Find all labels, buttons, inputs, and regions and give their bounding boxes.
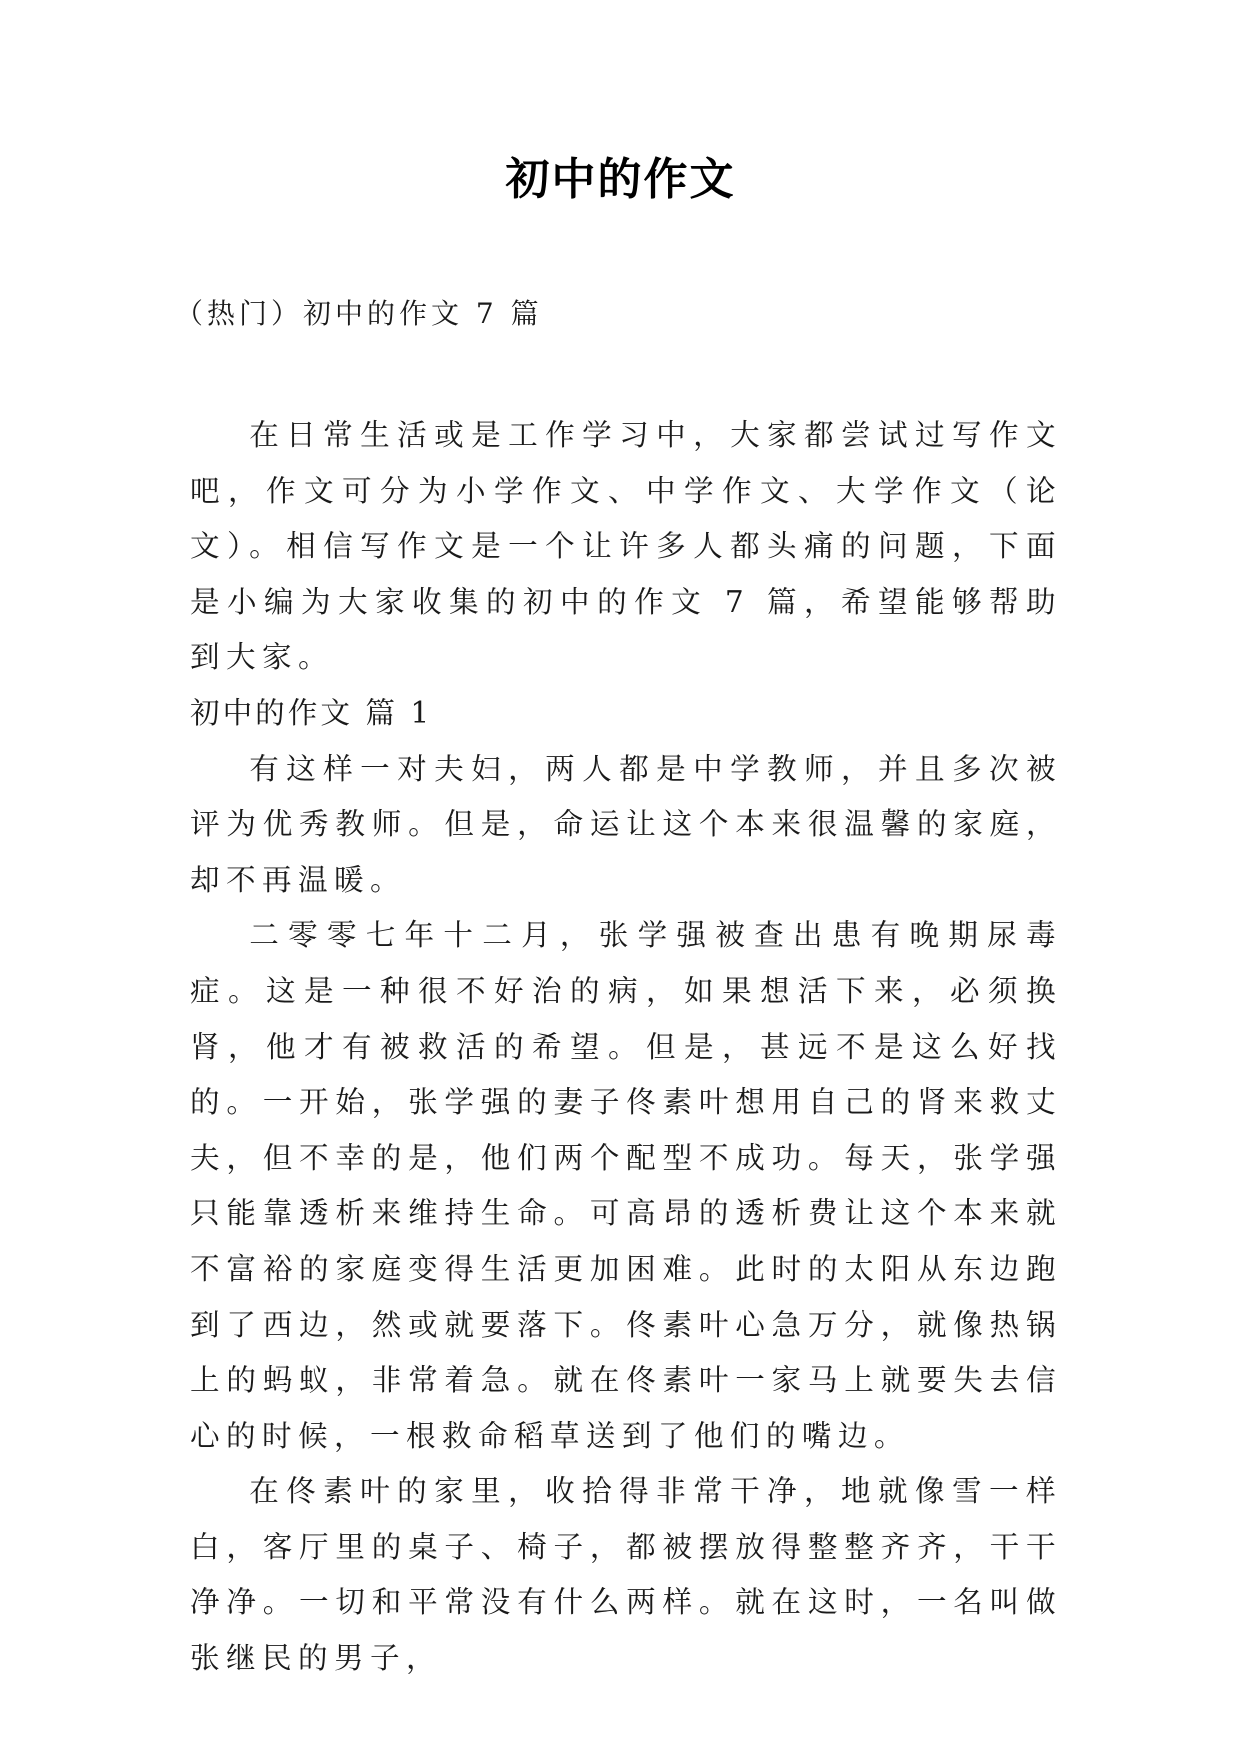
document-title: 初中的作文 (505, 154, 736, 205)
paragraph-intro: 在日常生活或是工作学习中，大家都尝试过写作文吧，作文可分为小学作文、中学作文、大学作文（论文）。相信写作文是一个让许多人都头痛的问题，下面是小编为大家收集的初中的作文 7 篇，希望能够帮助到大家。 (190, 418, 1062, 675)
paragraph: 二零零七年十二月，张学强被查出患有晚期尿毒症。这是一种很不好治的病，如果想活下来，必须换肾，他才有被救活的希望。但是，甚远不是这么好找的。一开始，张学强的妻子佟素叶想用自己的肾来救丈夫，但不幸的是，他们两个配型不成功。每天，张学强只能靠透析来维持生命。可高昂的透析费让这个本来就不富裕的家庭变得生活更加困难。此时的太阳从东边跑到了西边，然或就要落下。佟素叶心急万分，就像热锅上的蚂蚁，非常着急。就在佟素叶一家马上就要失去信心的时候，一根救命稻草送到了他们的嘴边。 (190, 918, 1062, 1453)
section-heading: 初中的作文 篇 1 (190, 695, 433, 730)
document-body (190, 408, 1062, 1687)
paragraph: 在佟素叶的家里，收拾得非常干净，地就像雪一样白，客厅里的桌子、椅子，都被摆放得整整齐齐，干干净净。一切和平常没有什么两样。就在这时，一名叫做张继民的男子， (190, 1474, 1062, 1676)
paragraph: 有这样一对夫妇，两人都是中学教师，并且多次被评为优秀教师。但是，命运让这个本来很温馨的家庭，却不再温暖。 (190, 751, 1062, 897)
document-subtitle: （热门）初中的作文 7 篇 (175, 297, 543, 330)
